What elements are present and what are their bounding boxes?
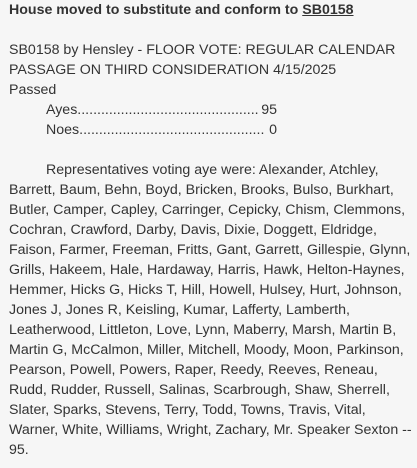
noes-label: Noes [46,122,80,138]
ayes-leader-dots: .............................................. [77,102,259,118]
noes-row [46,120,277,140]
action-text: House moved to substitute and conform to [9,2,299,18]
bill-link[interactable]: SB0158 [302,2,354,18]
ayes-count: 95 [261,102,277,118]
ayes-row [46,100,277,120]
noes-leader-dots: ............................................... [79,122,265,138]
action-heading [9,0,413,20]
vote-status: Passed [9,82,57,98]
vote-record [9,0,413,460]
vote-title: SB0158 by Hensley - FLOOR VOTE: REGULAR CALENDAR PASSAGE ON THIRD CONSIDERATION 4/15/2025 [9,42,396,78]
aye-voters-list: Representatives voting aye were: Alexander, Atchley, Barrett, Baum, Behn, Boyd, Bricken, Brooks, Bulso, Burkhart, Butler, Camper, Capley, Carringer, Cepicky, Chism, Clemmons, Cochran, Crawford, Darby, Davis, Dixie, Doggett, Eldridge, Faison, Farmer, Freeman, Fritts, Gant, Garrett, Gillespie, Glynn, Grills, Hakeem, Hale, Hardaway, Harris, Hawk, Helton-Haynes, Hemmer, Hicks G, Hicks T, Hill, Howell, Hulsey, Hurt, Johnson, Jones J, Jones R, Keisling, Kumar, Lafferty, Lamberth, Leatherwood, Littleton, Love, Lynn, Maberry, Marsh, Martin B, Martin G, McCalmon, Miller, Mitchell, Moody, Moon, Parkinson, Pearson, Powell, Powers, Raper, Reedy, Reeves, Reneau, Rudd, Rudder, Russell, Salinas, Scarbrough, Shaw, Sherrell, Slater, Sparks, Stevens, Terry, Todd, Towns, Travis, Vital, Warner, White, Williams, Wright, Zachary, Mr. Speaker Sexton -- 95. [9,162,412,458]
spacer [9,20,413,40]
spacer [9,140,413,160]
ayes-label: Ayes [46,102,78,118]
noes-count: 0 [269,122,277,138]
